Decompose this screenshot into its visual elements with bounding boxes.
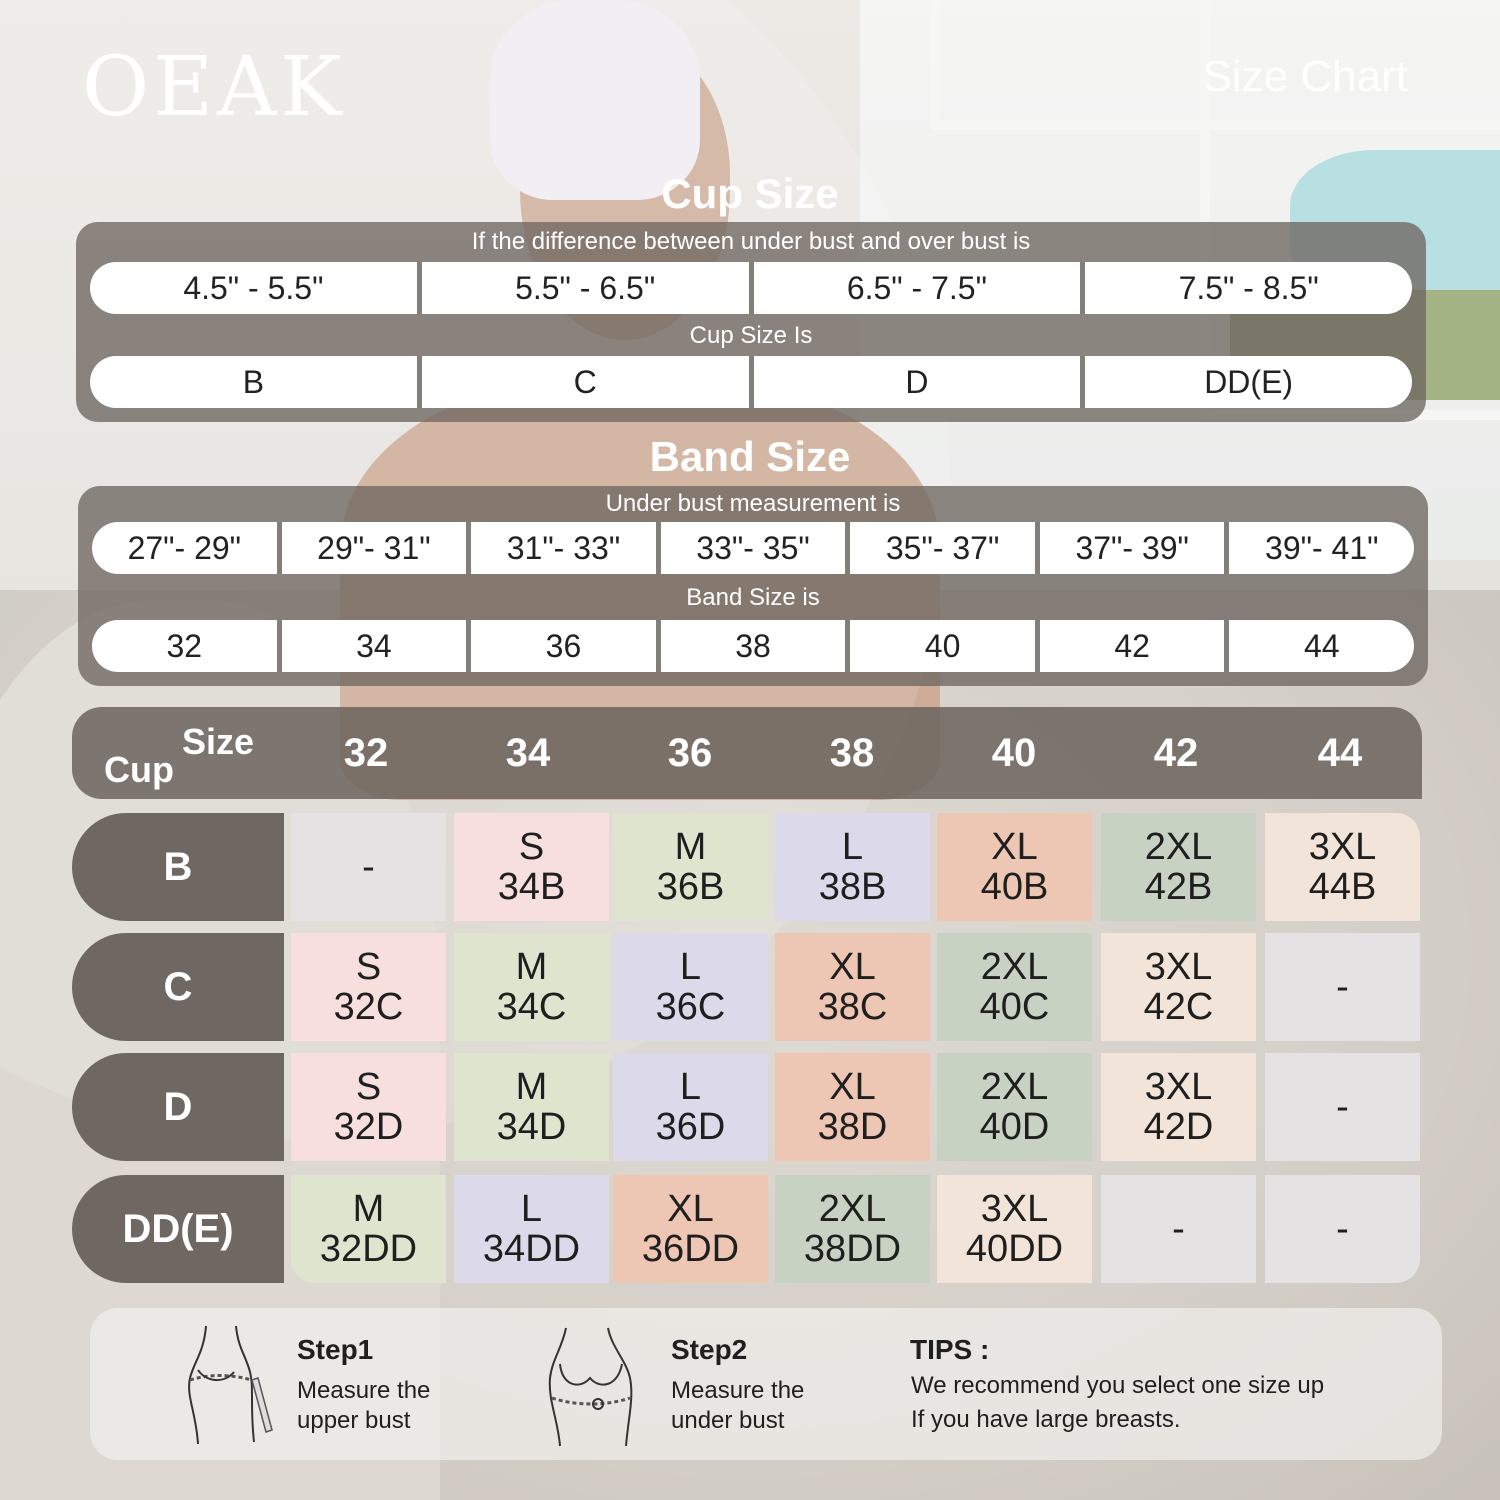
step2-text-line2: under bust [671, 1407, 785, 1434]
size-letter: S [355, 946, 382, 988]
cup-row [90, 356, 1412, 408]
size-code: 38C [817, 986, 888, 1028]
size-letter: 2XL [818, 1188, 887, 1230]
size-letter: XL [991, 826, 1038, 868]
size-letter: XL [667, 1188, 714, 1230]
cup-cell: D [754, 356, 1086, 408]
tips-title: TIPS : [910, 1334, 990, 1365]
row-label: DD(E) [72, 1175, 284, 1283]
step2-text-line1: Measure the [671, 1377, 805, 1404]
measurement-cell: 39"- 41" [1265, 529, 1379, 566]
difference-cell: 7.5" - 8.5" [1178, 269, 1319, 306]
difference-row [90, 262, 1412, 314]
size-letter: - [1336, 1208, 1349, 1250]
size-cell [291, 1175, 446, 1283]
size-cell [291, 933, 446, 1041]
tips-text-line2: If you have large breasts. [911, 1406, 1181, 1433]
difference-cell: 4.5" - 5.5" [90, 262, 422, 314]
band-caption-mid: Band Size is [686, 584, 820, 611]
size-letter: 3XL [1308, 826, 1377, 868]
size-code: 40DD [965, 1228, 1064, 1270]
size-letter: 2XL [1144, 826, 1213, 868]
size-cell [454, 1175, 609, 1283]
size-cell [613, 933, 768, 1041]
size-cell [613, 1053, 768, 1161]
size-letter: S [518, 826, 545, 868]
size-code: 38B [818, 866, 887, 908]
band-size-title: Band Size [649, 433, 851, 480]
size-letter: - [362, 846, 375, 888]
size-code: 38D [817, 1106, 888, 1148]
size-letter: 2XL [980, 1066, 1049, 1108]
size-code: 44B [1308, 866, 1377, 908]
size-letter: 3XL [1144, 1066, 1213, 1108]
page-title: Size Chart [1202, 52, 1408, 101]
size-code: 32C [333, 986, 404, 1028]
size-code: 36B [656, 866, 725, 908]
corner-cup-label: Cup [104, 749, 174, 790]
band-cell: 36 [471, 620, 661, 672]
band-cell: 32 [92, 620, 282, 672]
column-header: 42 [1153, 731, 1199, 775]
band-row [92, 620, 1414, 672]
size-cell [291, 1053, 446, 1161]
cup-size-panel [76, 222, 1426, 422]
column-header: 40 [991, 731, 1037, 775]
band-cell: 40 [850, 620, 1040, 672]
step1-text-line2: upper bust [297, 1407, 411, 1434]
size-cell [937, 1053, 1092, 1161]
row-label: B [72, 813, 284, 921]
size-letter: XL [829, 946, 876, 988]
size-cell [937, 813, 1092, 921]
size-cell [775, 1175, 930, 1283]
size-cell [291, 813, 446, 921]
cup-size-title: Cup Size [661, 170, 839, 217]
cup-caption-mid: Cup Size Is [689, 322, 813, 349]
band-cell: 38 [661, 620, 851, 672]
size-code: 36C [655, 986, 726, 1028]
size-letter: M [674, 826, 707, 868]
size-cell [1101, 813, 1256, 921]
size-letter: S [355, 1066, 382, 1108]
cup-cell: DD(E) [1204, 363, 1294, 400]
difference-cell: 6.5" - 7.5" [754, 262, 1086, 314]
step2-title: Step2 [671, 1334, 748, 1365]
measurement-cell: 29"- 31" [282, 522, 472, 574]
size-code: 34DD [482, 1228, 581, 1270]
size-letter: L [841, 826, 864, 868]
measurement-cell: 31"- 33" [471, 522, 661, 574]
measurement-cell: 37"- 39" [1040, 522, 1230, 574]
size-cell [775, 933, 930, 1041]
size-cell [454, 933, 609, 1041]
size-cell [937, 1175, 1092, 1283]
size-cell [1101, 1175, 1256, 1283]
difference-cell: 5.5" - 6.5" [422, 262, 754, 314]
size-letter: XL [829, 1066, 876, 1108]
size-letter: 3XL [980, 1188, 1049, 1230]
size-code: 40D [979, 1106, 1050, 1148]
size-code: 40C [979, 986, 1050, 1028]
column-header: 34 [505, 731, 551, 775]
size-letter: L [679, 946, 702, 988]
measurement-row [92, 522, 1414, 574]
brand-logo: OEAK [82, 40, 346, 135]
size-cell [1265, 933, 1420, 1041]
column-header: 44 [1317, 731, 1363, 775]
size-code: 34D [496, 1106, 567, 1148]
row-label: D [72, 1053, 284, 1161]
size-code: 34C [496, 986, 567, 1028]
size-cell [937, 933, 1092, 1041]
column-header: 36 [667, 731, 713, 775]
size-cell [1265, 1053, 1420, 1161]
size-code: 32D [333, 1106, 404, 1148]
size-code: 34B [497, 866, 566, 908]
column-header: 38 [829, 731, 875, 775]
size-letter: 2XL [980, 946, 1049, 988]
measurement-cell: 27"- 29" [92, 522, 282, 574]
step1-title: Step1 [297, 1334, 374, 1365]
size-letter: M [352, 1188, 385, 1230]
size-letter: M [515, 1066, 548, 1108]
size-letter: 3XL [1144, 946, 1213, 988]
size-cell [613, 813, 768, 921]
cup-caption-top: If the difference between under bust and over bust is [471, 228, 1031, 255]
size-cell [1101, 933, 1256, 1041]
tips-text-line1: We recommend you select one size up [911, 1372, 1325, 1399]
size-cell [454, 1053, 609, 1161]
cup-cell: C [422, 356, 754, 408]
size-letter: - [1172, 1208, 1185, 1250]
size-cell [1265, 1175, 1420, 1283]
size-code: 42C [1143, 986, 1214, 1028]
size-cell [775, 1053, 930, 1161]
size-letter: - [1336, 1086, 1349, 1128]
size-letter: M [515, 946, 548, 988]
band-caption-top: Under bust measurement is [605, 490, 901, 517]
size-cell [775, 813, 930, 921]
upper-bust-measure-icon [176, 1322, 286, 1448]
size-grid-header [72, 707, 1422, 799]
size-cell [454, 813, 609, 921]
cup-cell: B [90, 356, 422, 408]
size-letter: L [679, 1066, 702, 1108]
band-size-panel [78, 486, 1428, 686]
size-code: 36D [655, 1106, 726, 1148]
size-letter: - [1336, 966, 1349, 1008]
step1-text-line1: Measure the [297, 1377, 431, 1404]
size-letter: L [520, 1188, 543, 1230]
row-label: C [72, 933, 284, 1041]
size-cell [613, 1175, 768, 1283]
band-cell: 34 [282, 620, 472, 672]
steps-panel [90, 1308, 1442, 1460]
size-cell [1101, 1053, 1256, 1161]
measurement-cell: 35"- 37" [850, 522, 1040, 574]
size-code: 40B [980, 866, 1049, 908]
corner-size-label: Size [182, 721, 255, 762]
under-bust-measure-icon [542, 1324, 642, 1448]
size-code: 36DD [641, 1228, 740, 1270]
size-code: 38DD [803, 1228, 902, 1270]
column-header: 32 [343, 731, 389, 775]
measurement-cell: 33"- 35" [661, 522, 851, 574]
size-code: 42B [1144, 866, 1213, 908]
band-cell: 42 [1040, 620, 1230, 672]
size-code: 32DD [319, 1228, 418, 1270]
band-cell: 44 [1303, 627, 1340, 664]
size-cell [1265, 813, 1420, 921]
size-code: 42D [1143, 1106, 1214, 1148]
